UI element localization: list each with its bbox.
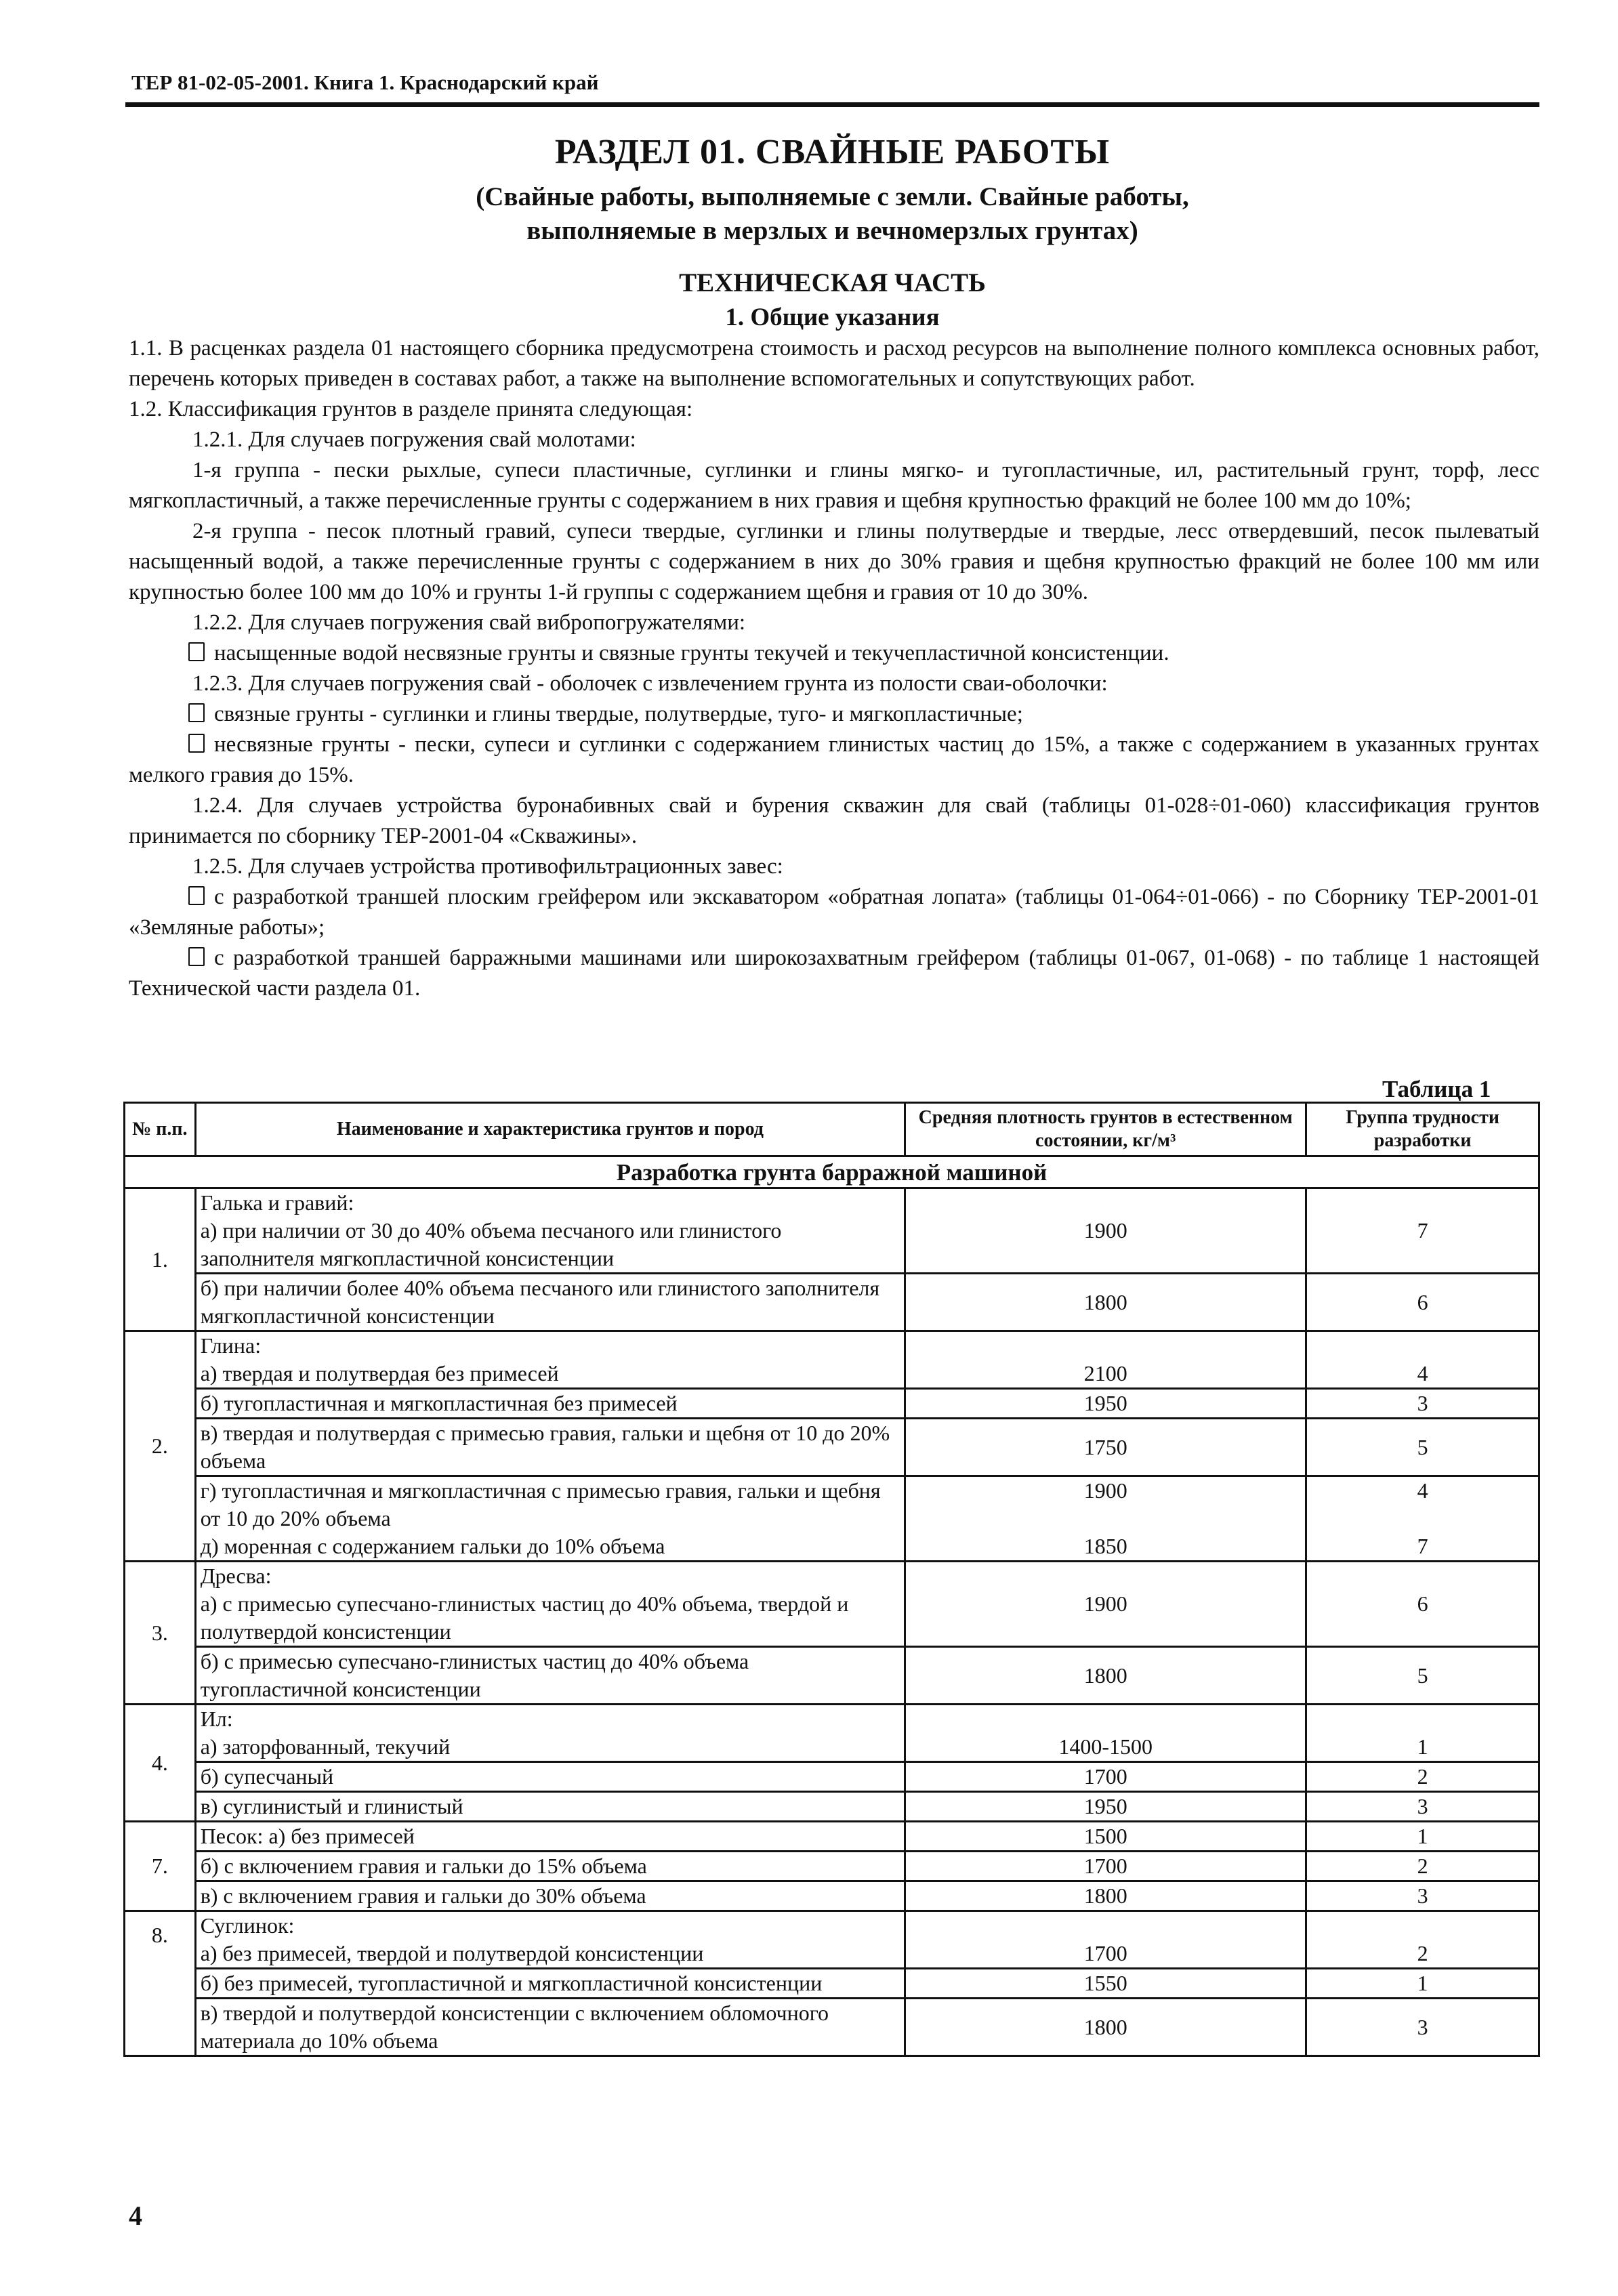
header-rule	[125, 102, 1539, 107]
table-row	[125, 1852, 1539, 1881]
paragraph-1-2-3: 1.2.3. Для случаев погружения свай - оболочек с извлечением грунта из полости сваи-оболочки:	[192, 671, 1108, 696]
row-group: 2	[1306, 1852, 1539, 1881]
row-group: 5	[1306, 1419, 1539, 1476]
section-title: РАЗДЕЛ 01. СВАЙНЫЕ РАБОТЫ	[554, 133, 1111, 171]
row-name: Галька и гравий: а) при наличии от 30 до 40% объема песчаного или глинистого заполнителя мягкопластичной консистенции	[195, 1188, 905, 1274]
bullet-item: с разработкой траншей барражными машинами или широкозахватным грейфером (таблицы 01-067, 01-068) - по таблице 1 настоящей Технической части раздела 01.	[129, 946, 1539, 1001]
table-row	[125, 1822, 1539, 1852]
row-density: 1900	[905, 1562, 1306, 1647]
row-group: 6	[1306, 1274, 1539, 1331]
row-name: в) суглинистый и глинистый	[195, 1792, 905, 1822]
general-instructions-heading: 1. Общие указания	[725, 304, 940, 331]
bullet-item: несвязные грунты - пески, супеси и суглинки с содержанием глинистых частиц до 15%, а также с содержанием в указанных грунтах мелкого гравия до 15%.	[129, 732, 1539, 787]
row-density: 1900	[905, 1188, 1306, 1274]
table-row	[125, 1881, 1539, 1911]
row-density: 1550	[905, 1969, 1306, 1999]
row-name: Глина: а) твердая и полутвердая без примесей	[195, 1331, 905, 1389]
checkbox-bullet-icon	[188, 886, 205, 905]
paragraph-1-2-4: 1.2.4. Для случаев устройства буронабивных свай и бурения скважин для свай (таблицы 01-028÷01-060) классификация грунтов принимается по сборнику ТЕР-2001-04 «Скважины».	[129, 793, 1539, 848]
row-group: 4	[1306, 1331, 1539, 1389]
table-header-row	[125, 1103, 1539, 1156]
table-row	[125, 1647, 1539, 1705]
section-subtitle-line2: выполняемые в мерзлых и вечномерзлых грунтах)	[526, 216, 1138, 245]
row-density: 2100	[905, 1331, 1306, 1389]
row-density: 1800	[905, 1881, 1306, 1911]
row-group: 4 7	[1306, 1476, 1539, 1562]
header-group: Группа трудности разработки	[1306, 1103, 1539, 1156]
table-row	[125, 1331, 1539, 1389]
row-group: 3	[1306, 1881, 1539, 1911]
paragraph-1-1: 1.1. В расценках раздела 01 настоящего сборника предусмотрена стоимость и расход ресурсов на выполнение полного комплекса основных работ, перечень которых приведен в составах работ, а также на выполнение вспомогательных и сопутствующих работ.	[129, 336, 1539, 391]
table-row	[125, 1762, 1539, 1792]
table-caption: Таблица 1	[1382, 1076, 1491, 1102]
row-density: 1800	[905, 1274, 1306, 1331]
checkbox-bullet-icon	[188, 734, 205, 753]
table-row	[125, 1476, 1539, 1562]
row-name: г) тугопластичная и мягкопластичная с примесью гравия, гальки и щебня от 10 до 20% объема д) моренная с содержанием гальки до 10% объема	[195, 1476, 905, 1562]
row-number: 2.	[125, 1331, 196, 1562]
row-name: б) с примесью супесчано-глинистых частиц до 40% объема тугопластичной консистенции	[195, 1647, 905, 1705]
technical-part-heading: ТЕХНИЧЕСКАЯ ЧАСТЬ	[679, 268, 986, 297]
paragraph-1-2-1: 1.2.1. Для случаев погружения свай молотами:	[192, 427, 636, 452]
section-subtitle-line1: (Свайные работы, выполняемые с земли. Свайные работы,	[476, 182, 1189, 211]
row-name: в) с включением гравия и гальки до 30% объема	[195, 1881, 905, 1911]
row-name: Суглинок: а) без примесей, твердой и полутвердой консистенции	[195, 1911, 905, 1969]
row-name: б) с включением гравия и гальки до 15% объема	[195, 1852, 905, 1881]
row-number: 8.	[125, 1911, 196, 2056]
table-row	[125, 1419, 1539, 1476]
row-group: 7	[1306, 1188, 1539, 1274]
section-label: Разработка грунта барражной машиной	[125, 1156, 1539, 1188]
row-number: 7.	[125, 1822, 196, 1911]
body-text	[129, 333, 1539, 1004]
paragraph-group-1: 1-я группа - пески рыхлые, супеси пластичные, суглинки и глины мягко- и тугопластичные, ил, растительный грунт, торф, лесс мягкопластичный, а также перечисленные грунты с содержанием в них гравия и щебня крупностью фракций не более 100 мм до 10%;	[129, 458, 1539, 513]
row-group: 2	[1306, 1762, 1539, 1792]
table-section-row	[125, 1156, 1539, 1188]
row-group: 3	[1306, 1999, 1539, 2056]
row-density: 1750	[905, 1419, 1306, 1476]
table-row	[125, 1274, 1539, 1331]
row-name: Ил: а) заторфованный, текучий	[195, 1705, 905, 1762]
paragraph-1-2: 1.2. Классификация грунтов в разделе принята следующая:	[129, 397, 693, 421]
table-row	[125, 1792, 1539, 1822]
table-row	[125, 1705, 1539, 1762]
row-density: 1800	[905, 1999, 1306, 2056]
soil-classification-table	[123, 1102, 1540, 2057]
row-name: б) без примесей, тугопластичной и мягкопластичной консистенции	[195, 1969, 905, 1999]
row-group: 3	[1306, 1792, 1539, 1822]
bullet-item: с разработкой траншей плоским грейфером или экскаватором «обратная лопата» (таблицы 01-064÷01-066) - по Сборнику ТЕР-2001-01 «Земляные работы»;	[129, 885, 1539, 940]
paragraph-1-2-5: 1.2.5. Для случаев устройства противофильтрационных завес:	[192, 854, 783, 879]
row-number: 1.	[125, 1188, 196, 1331]
checkbox-bullet-icon	[188, 947, 205, 966]
row-group: 1	[1306, 1705, 1539, 1762]
row-density: 1700	[905, 1762, 1306, 1792]
row-name: Песок: а) без примесей	[195, 1822, 905, 1852]
checkbox-bullet-icon	[188, 703, 205, 722]
header-density: Средняя плотность грунтов в естественном состоянии, кг/м³	[905, 1103, 1306, 1156]
row-density: 1700	[905, 1911, 1306, 1969]
row-density: 1950	[905, 1792, 1306, 1822]
row-density: 1800	[905, 1647, 1306, 1705]
table-row	[125, 1562, 1539, 1647]
table-row	[125, 1389, 1539, 1419]
row-density: 1900 1850	[905, 1476, 1306, 1562]
row-number: 4.	[125, 1705, 196, 1822]
paragraph-1-2-2: 1.2.2. Для случаев погружения свай вибропогружателями:	[192, 610, 746, 635]
table-row	[125, 1911, 1539, 1969]
row-name: б) при наличии более 40% объема песчаного или глинистого заполнителя мягкопластичной консистенции	[195, 1274, 905, 1331]
row-density: 1950	[905, 1389, 1306, 1419]
row-number: 3.	[125, 1562, 196, 1705]
running-head: ТЕР 81-02-05-2001. Книга 1. Краснодарский край	[131, 70, 599, 94]
row-group: 2	[1306, 1911, 1539, 1969]
header-name: Наименование и характеристика грунтов и пород	[195, 1103, 905, 1156]
header-num: № п.п.	[125, 1103, 196, 1156]
row-group: 5	[1306, 1647, 1539, 1705]
row-name: б) тугопластичная и мягкопластичная без примесей	[195, 1389, 905, 1419]
row-name: в) твердой и полутвердой консистенции с включением обломочного материала до 10% объема	[195, 1999, 905, 2056]
row-group: 3	[1306, 1389, 1539, 1419]
row-name: б) супесчаный	[195, 1762, 905, 1792]
page-number: 4	[129, 2200, 142, 2231]
table-row	[125, 1999, 1539, 2056]
bullet-item: связные грунты - суглинки и глины твердые, полутвердые, туго- и мягкопластичные;	[129, 699, 1539, 730]
row-density: 1400-1500	[905, 1705, 1306, 1762]
row-group: 6	[1306, 1562, 1539, 1647]
row-name: Дресва: а) с примесью супесчано-глинистых частиц до 40% объема, твердой и полутвердой консистенции	[195, 1562, 905, 1647]
checkbox-bullet-icon	[188, 642, 205, 661]
row-density: 1700	[905, 1852, 1306, 1881]
table-row	[125, 1188, 1539, 1274]
row-density: 1500	[905, 1822, 1306, 1852]
table-row	[125, 1969, 1539, 1999]
row-group: 1	[1306, 1969, 1539, 1999]
row-group: 1	[1306, 1822, 1539, 1852]
paragraph-group-2: 2-я группа - песок плотный гравий, супеси твердые, суглинки и глины полутвердые и твердые, лесс отвердевший, песок пылеватый насыщенный водой, а также перечисленные грунты с содержанием в них до 30% гравия и щебня крупностью фракций не более 100 мм или крупностью более 100 мм до 10% и грунты 1-й группы с содержанием щебня и гравия от 10 до 30%.	[129, 519, 1539, 604]
bullet-item: насыщенные водой несвязные грунты и связные грунты текучей и текучепластичной консистенции.	[129, 638, 1539, 669]
row-name: в) твердая и полутвердая с примесью гравия, гальки и щебня от 10 до 20% объема	[195, 1419, 905, 1476]
